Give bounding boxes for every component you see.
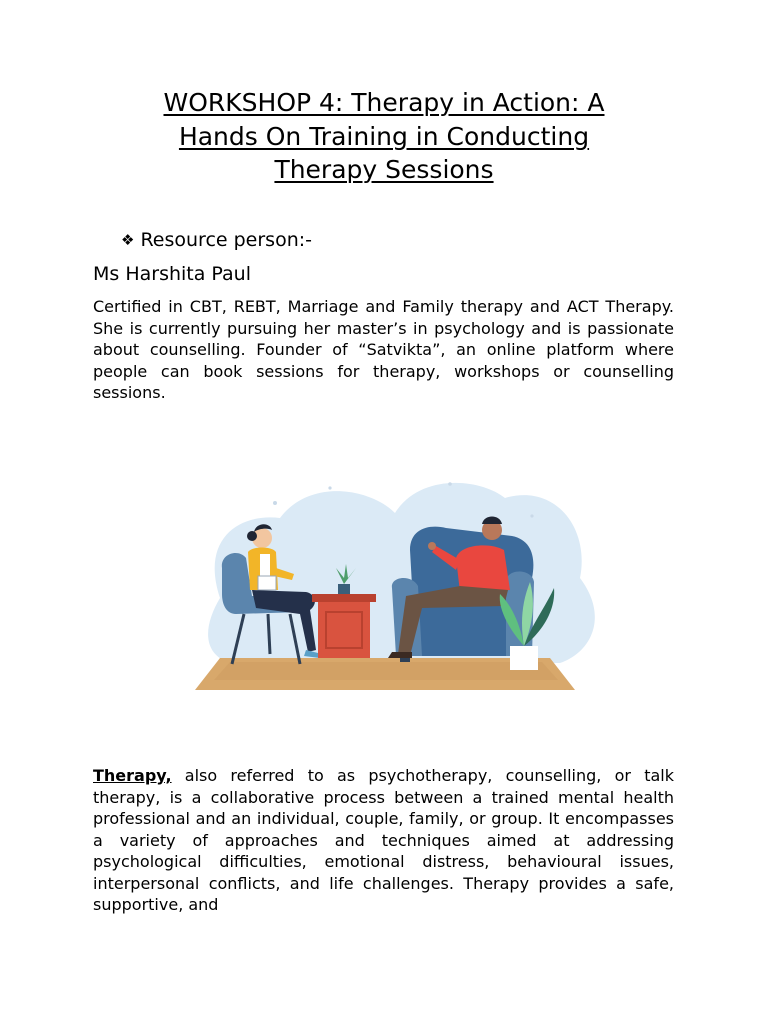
client-shirt — [456, 545, 510, 592]
therapy-definition: also referred to as psychotherapy, counselling, or talk therapy, is a collaborative process between a trained mental health professional and an individual, couple, family, or group. It encompasses a variety of approaches and techniques aimed at addressing psychological difficulties, emotional distress, behavioural issues, interpersonal conflicts, and life challenges. Therapy provides a safe, supportive, and — [93, 766, 674, 914]
page-title — [92, 86, 676, 187]
resource-person-name: Ms Harshita Paul — [93, 263, 251, 285]
bio-paragraph: Certified in CBT, REBT, Marriage and Family therapy and ACT Therapy. She is currently pursuing her master’s in psychology and is passionate about counselling. Founder of “Satvikta”, an online platform where people can book sessions for therapy, workshops or counselling sessions. — [93, 297, 674, 402]
resource-heading-text: Resource person:- — [140, 229, 313, 251]
resource-person-heading — [121, 227, 312, 254]
therapy-session-illustration — [160, 418, 608, 756]
diamond-bullet-icon: ❖ — [121, 231, 135, 249]
notepad — [258, 576, 276, 590]
title-line-2: Hands On Training in Conducting — [178, 121, 590, 151]
therapy-paragraph — [93, 765, 674, 916]
plant-pot — [510, 646, 538, 670]
title-line-1: WORKSHOP 4: Therapy in Action: A — [163, 88, 605, 117]
therapy-term: Therapy, — [93, 766, 172, 785]
title-line-3: Therapy Sessions — [274, 155, 494, 184]
side-table-top — [312, 594, 376, 602]
